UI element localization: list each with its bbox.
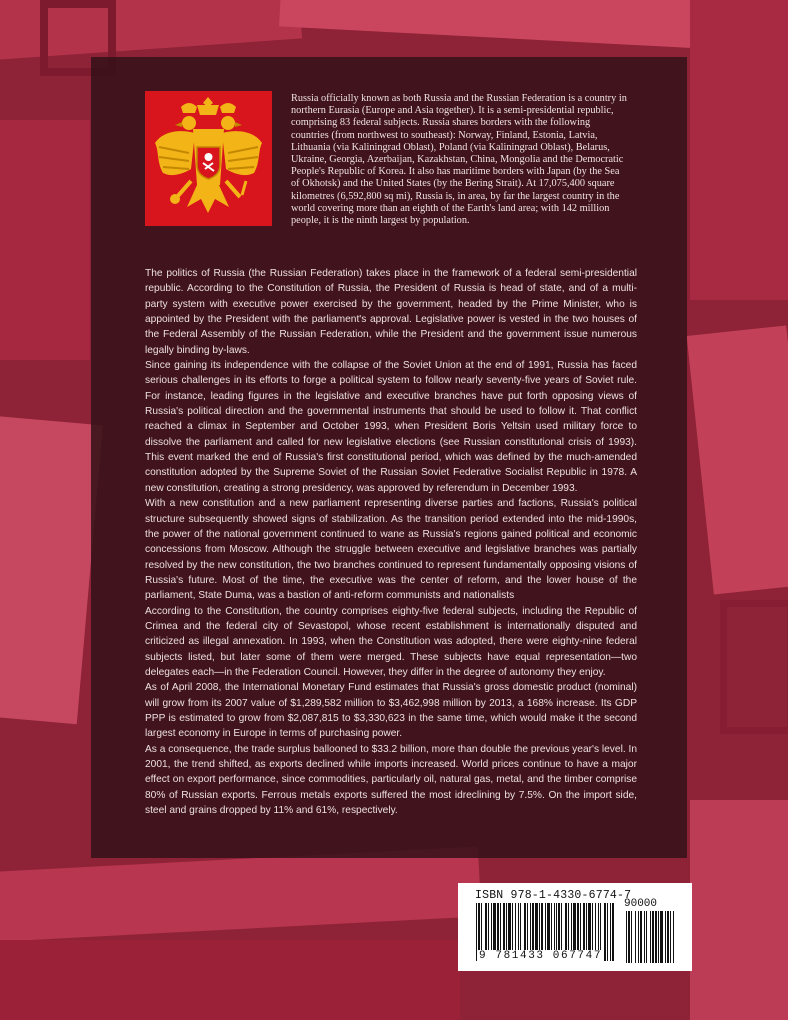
barcode-bar <box>604 903 606 961</box>
barcode-digits: 9 781433 067747 <box>479 950 603 962</box>
barcode-addon-bar <box>646 911 647 963</box>
barcode-addon-bar <box>628 911 630 963</box>
barcode-addon-bar <box>652 911 654 963</box>
paragraph: With a new constitution and a new parliament representing diverse parties and factions, Russia's political structure subsequently showed signs of stabilization. As the transition period extended into the mid-1990s, the power of the national government continued to wane as Russia's regions gained political and economic concessions from Moscow. Although the struggle between executive and legislative branches was partially resolved by the new constitution, the two branches continued to represent fundamentally opposing visions of Russia's future. Most of the time, the executive was the center of reform, and the lower house of the parliament, State Duma, was a bastion of anti-reform communists and nationalists <box>145 498 637 602</box>
paragraph: Since gaining its independence with the collapse of the Soviet Union at the end of 1991, Russia has faced serious challenges in its efforts to forge a political system to follow nearly seventy-five years of Soviet rule. For instance, leading figures in the legislative and executive branches have put forth opposing views of Russia's political direction and the governmental instruments that should be used to follow it. That conflict reached a climax in September and October 1993, when President Boris Yeltsin used military force to dissolve the parliament and called for new legislative elections (see Russian constitutional crisis of 1993). This event marked the end of Russia's first constitutional period, which was defined by the much-amended constitution adopted by the Supreme Soviet of the Russian Soviet Federative Socialist Republic in 1978. A new constitution, creating a strong presidency, was approved by referendum in December 1993. <box>145 360 637 494</box>
paragraph: The politics of Russia (the Russian Federation) takes place in the framework of a federal semi-presidential republic. According to the Constitution of Russia, the President of Russia is head of state, and of a multi-party system with executive power exercised by the government, headed by the Prime Minister, who is appointed by the President with the parliament's approval. Legislative power is vested in the two houses of the Federal Assembly of the Russian Federation, while the President and the government issue numerous legally binding by-laws. <box>145 268 637 356</box>
paragraph: As a consequence, the trade surplus ballooned to $33.2 billion, more than double the previous year's level. In 2001, the trend shifted, as exports declined while imports increased. World prices continue to have a major effect on export performance, since commodities, particularly oil, natural gas, metal, and the timber comprise 80% of Russian exports. Ferrous metals exports suffered the most idreclining by 7.5%. On the import side, steel and grains dropped by 11% and 61%, respectively. <box>145 743 637 817</box>
barcode-addon-bar <box>670 911 671 963</box>
coat-of-arms-icon <box>145 91 272 226</box>
barcode-addon-bar <box>665 911 666 963</box>
paragraph: According to the Constitution, the country comprises eighty-five federal subjects, including the Republic of Crimea and the federal city of Sevastopol, whose recent establishment is internationally disputed and criticized as illegal annexation. In 1993, when the Constitution was adopted, there were eighty-nine federal subjects listed, but later some of them were merged. These subjects have equal representation—two delegates each—in the Federation Council. However, they differ in the degree of autonomy they enjoy. <box>145 605 637 678</box>
coat-of-arms <box>145 91 272 226</box>
price-code: 90000 <box>624 898 658 910</box>
main-text <box>145 266 637 818</box>
barcode-bar <box>612 903 614 961</box>
barcode-addon-bar <box>626 911 627 963</box>
isbn-label: ISBN 978-1-4330-6774-7 <box>475 889 632 902</box>
barcode-addon-bar <box>644 911 645 963</box>
paragraph: As of April 2008, the International Monetary Fund estimates that Russia's gross domestic product (nominal) will grow from its 2007 value of $1,289,582 million to $3,462,998 million by 2013, a 168% increase. Its GDP PPP is estimated to grow from $2,087,815 to $3,330,623 in the same time, which would make it the second largest economy in Europe in terms of purchasing power. <box>145 682 637 740</box>
barcode-addon-bar <box>667 911 669 963</box>
barcode-addon-bar <box>638 911 639 963</box>
intro-paragraph: Russia officially known as both Russia and the Russian Federation is a country in northern Eurasia (Europe and Asia together). It is a semi-presidential republic, comprising 83 federal subjects. Russia shares borders with the following countries (from northwest to southeast): Norway, Finland, Estonia, Latvia, Lithuania (via Kaliningrad Oblast), Poland (via Kaliningrad Oblast), Belarus, Ukraine, Georgia, Azerbaijan, Kazakhstan, China, Mongolia and the Democratic People's Republic of Korea. It also has maritime borders with Japan (by the Sea of Okhotsk) and the United States (by the Bering Strait). At 17,075,400 square kilometres (6,592,800 sq mi), Russia is, in area, by far the largest country in the world covering more than an eighth of the Earth's land area; with 142 million people, it is the ninth largest by population. <box>291 93 627 227</box>
barcode-addon-bar <box>655 911 657 963</box>
barcode-addon-bar <box>635 911 636 963</box>
barcode-bar <box>476 903 477 961</box>
barcode-addon-bar <box>673 911 674 963</box>
barcode-addon-bar <box>631 911 632 963</box>
barcode-addon-bar <box>640 911 642 963</box>
barcode-bar <box>610 903 611 961</box>
barcode-addon-bar <box>658 911 659 963</box>
barcode-addon-bar <box>650 911 651 963</box>
barcode-bar <box>607 903 608 961</box>
barcode-addon-bar <box>660 911 663 963</box>
